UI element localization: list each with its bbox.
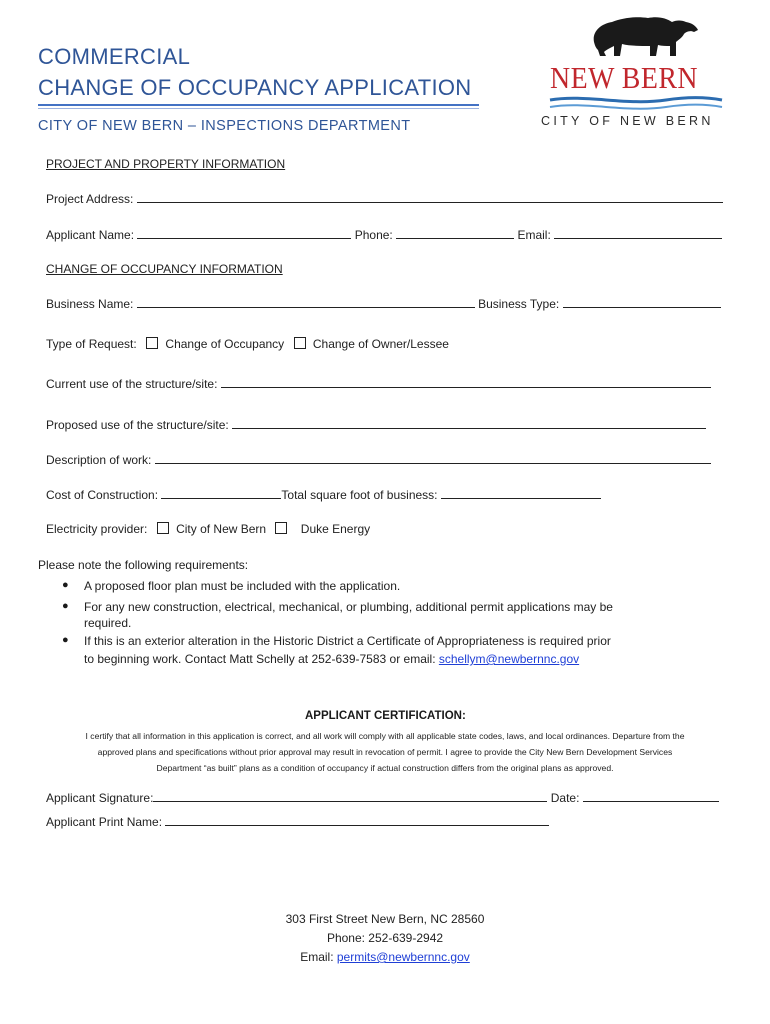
proposed-use-field[interactable]: [232, 418, 706, 429]
certification-line-2: approved plans and specifications without prior approval may result in revocation of permit. I agree to provide the City New Bern Development Services: [97, 747, 673, 757]
project-address-field[interactable]: [137, 192, 723, 203]
logo-tagline: CITY OF NEW BERN: [541, 114, 714, 128]
proposed-use-row: [46, 418, 706, 432]
print-name-row: [46, 815, 549, 829]
print-name-field[interactable]: [165, 815, 549, 826]
electricity-row: [46, 522, 370, 536]
title-divider-thin: [38, 108, 479, 109]
historic-contact-email-link[interactable]: schellym@newbernnc.gov: [438, 652, 580, 666]
footer-email-row: [0, 948, 770, 967]
title-divider: [38, 104, 479, 106]
applicant-name-label: Applicant Name:: [46, 228, 135, 242]
requirement-item-2-line1: For any new construction, electrical, mechanical, or plumbing, additional permit applications may be: [84, 600, 613, 614]
phone-field[interactable]: [396, 228, 514, 239]
applicant-name-field[interactable]: [137, 228, 351, 239]
footer-address: 303 First Street New Bern, NC 28560: [285, 912, 485, 926]
email-field[interactable]: [554, 228, 722, 239]
certification-line-1: I certify that all information in this application is correct, and all work will comply with all applicable state codes, laws, and local ordinances. Departure from the: [85, 731, 685, 741]
footer-email-link[interactable]: permits@newbernnc.gov: [336, 950, 470, 964]
footer: [0, 910, 770, 967]
business-row: [46, 297, 721, 311]
business-type-field[interactable]: [563, 297, 721, 308]
change-of-occupancy-checkbox[interactable]: [146, 337, 158, 349]
city-of-new-bern-checkbox[interactable]: [157, 522, 169, 534]
change-of-occupancy-label: Change of Occupancy: [165, 337, 285, 351]
wave-icon: [546, 94, 726, 114]
change-of-owner-checkbox[interactable]: [294, 337, 306, 349]
current-use-row: [46, 377, 711, 391]
date-label: Date:: [550, 791, 580, 805]
requirements-intro: Please note the following requirements:: [38, 558, 249, 572]
requirement-item-3-text: to beginning work. Contact Matt Schelly at 252-639-7583 or email:: [84, 652, 436, 666]
request-type-row: [46, 337, 449, 351]
duke-energy-checkbox[interactable]: [275, 522, 287, 534]
requirement-item-3-line1: If this is an exterior alteration in the Historic District a Certificate of Appropriateness is required prior: [84, 634, 611, 648]
project-address-label: Project Address:: [46, 192, 134, 206]
print-name-label: Applicant Print Name:: [46, 815, 163, 829]
section-occupancy-heading: CHANGE OF OCCUPANCY INFORMATION: [46, 262, 283, 276]
signature-field[interactable]: [153, 791, 547, 802]
section-project-heading: PROJECT AND PROPERTY INFORMATION: [46, 157, 286, 171]
signature-label: Applicant Signature:: [46, 791, 154, 805]
bullet-icon: ●: [62, 600, 69, 612]
total-sqft-field[interactable]: [441, 488, 601, 499]
logo-wordmark: NEW BERN: [550, 60, 699, 95]
form-title-line2: CHANGE OF OCCUPANCY APPLICATION: [38, 75, 472, 100]
change-of-owner-label: Change of Owner/Lessee: [312, 337, 449, 351]
project-address-row: [46, 192, 723, 206]
date-field[interactable]: [583, 791, 719, 802]
certification-heading: APPLICANT CERTIFICATION:: [305, 710, 466, 722]
current-use-field[interactable]: [221, 377, 711, 388]
bullet-icon: ●: [62, 634, 69, 646]
cost-row: [46, 488, 601, 502]
department-name: CITY OF NEW BERN – INSPECTIONS DEPARTMENT: [38, 118, 411, 134]
current-use-label: Current use of the structure/site:: [46, 377, 218, 391]
email-label: Email:: [517, 228, 551, 242]
applicant-row: [46, 228, 722, 242]
form-title-line1: COMMERCIAL: [38, 44, 191, 69]
phone-label: Phone:: [354, 228, 393, 242]
request-type-label: Type of Request:: [46, 337, 137, 351]
requirement-item-1: A proposed floor plan must be included with the application.: [84, 579, 401, 593]
description-label: Description of work:: [46, 453, 152, 467]
total-sqft-label: Total square foot of business:: [281, 488, 438, 502]
business-type-label: Business Type:: [478, 297, 560, 311]
business-name-field[interactable]: [137, 297, 475, 308]
description-row: [46, 453, 711, 467]
footer-email-label: Email:: [300, 950, 334, 964]
cost-field[interactable]: [161, 488, 281, 499]
electricity-label: Electricity provider:: [46, 522, 148, 536]
certification-text: [35, 728, 735, 776]
footer-phone: Phone: 252-639-2942: [326, 931, 444, 945]
city-logo: [538, 10, 730, 132]
proposed-use-label: Proposed use of the structure/site:: [46, 418, 229, 432]
bear-icon: [586, 12, 706, 62]
signature-row: [46, 791, 719, 805]
certification-line-3: Department “as built” plans as a condition of occupancy if actual construction differs from the original plans as approved.: [156, 763, 614, 773]
cost-label: Cost of Construction:: [46, 488, 159, 502]
business-name-label: Business Name:: [46, 297, 134, 311]
requirement-item-3-line2: [84, 651, 579, 668]
city-of-new-bern-label: City of New Bern: [176, 522, 267, 536]
description-field[interactable]: [155, 453, 711, 464]
requirement-item-2-line2: required.: [84, 616, 132, 630]
duke-energy-label: Duke Energy: [300, 522, 371, 536]
bullet-icon: ●: [62, 579, 69, 591]
